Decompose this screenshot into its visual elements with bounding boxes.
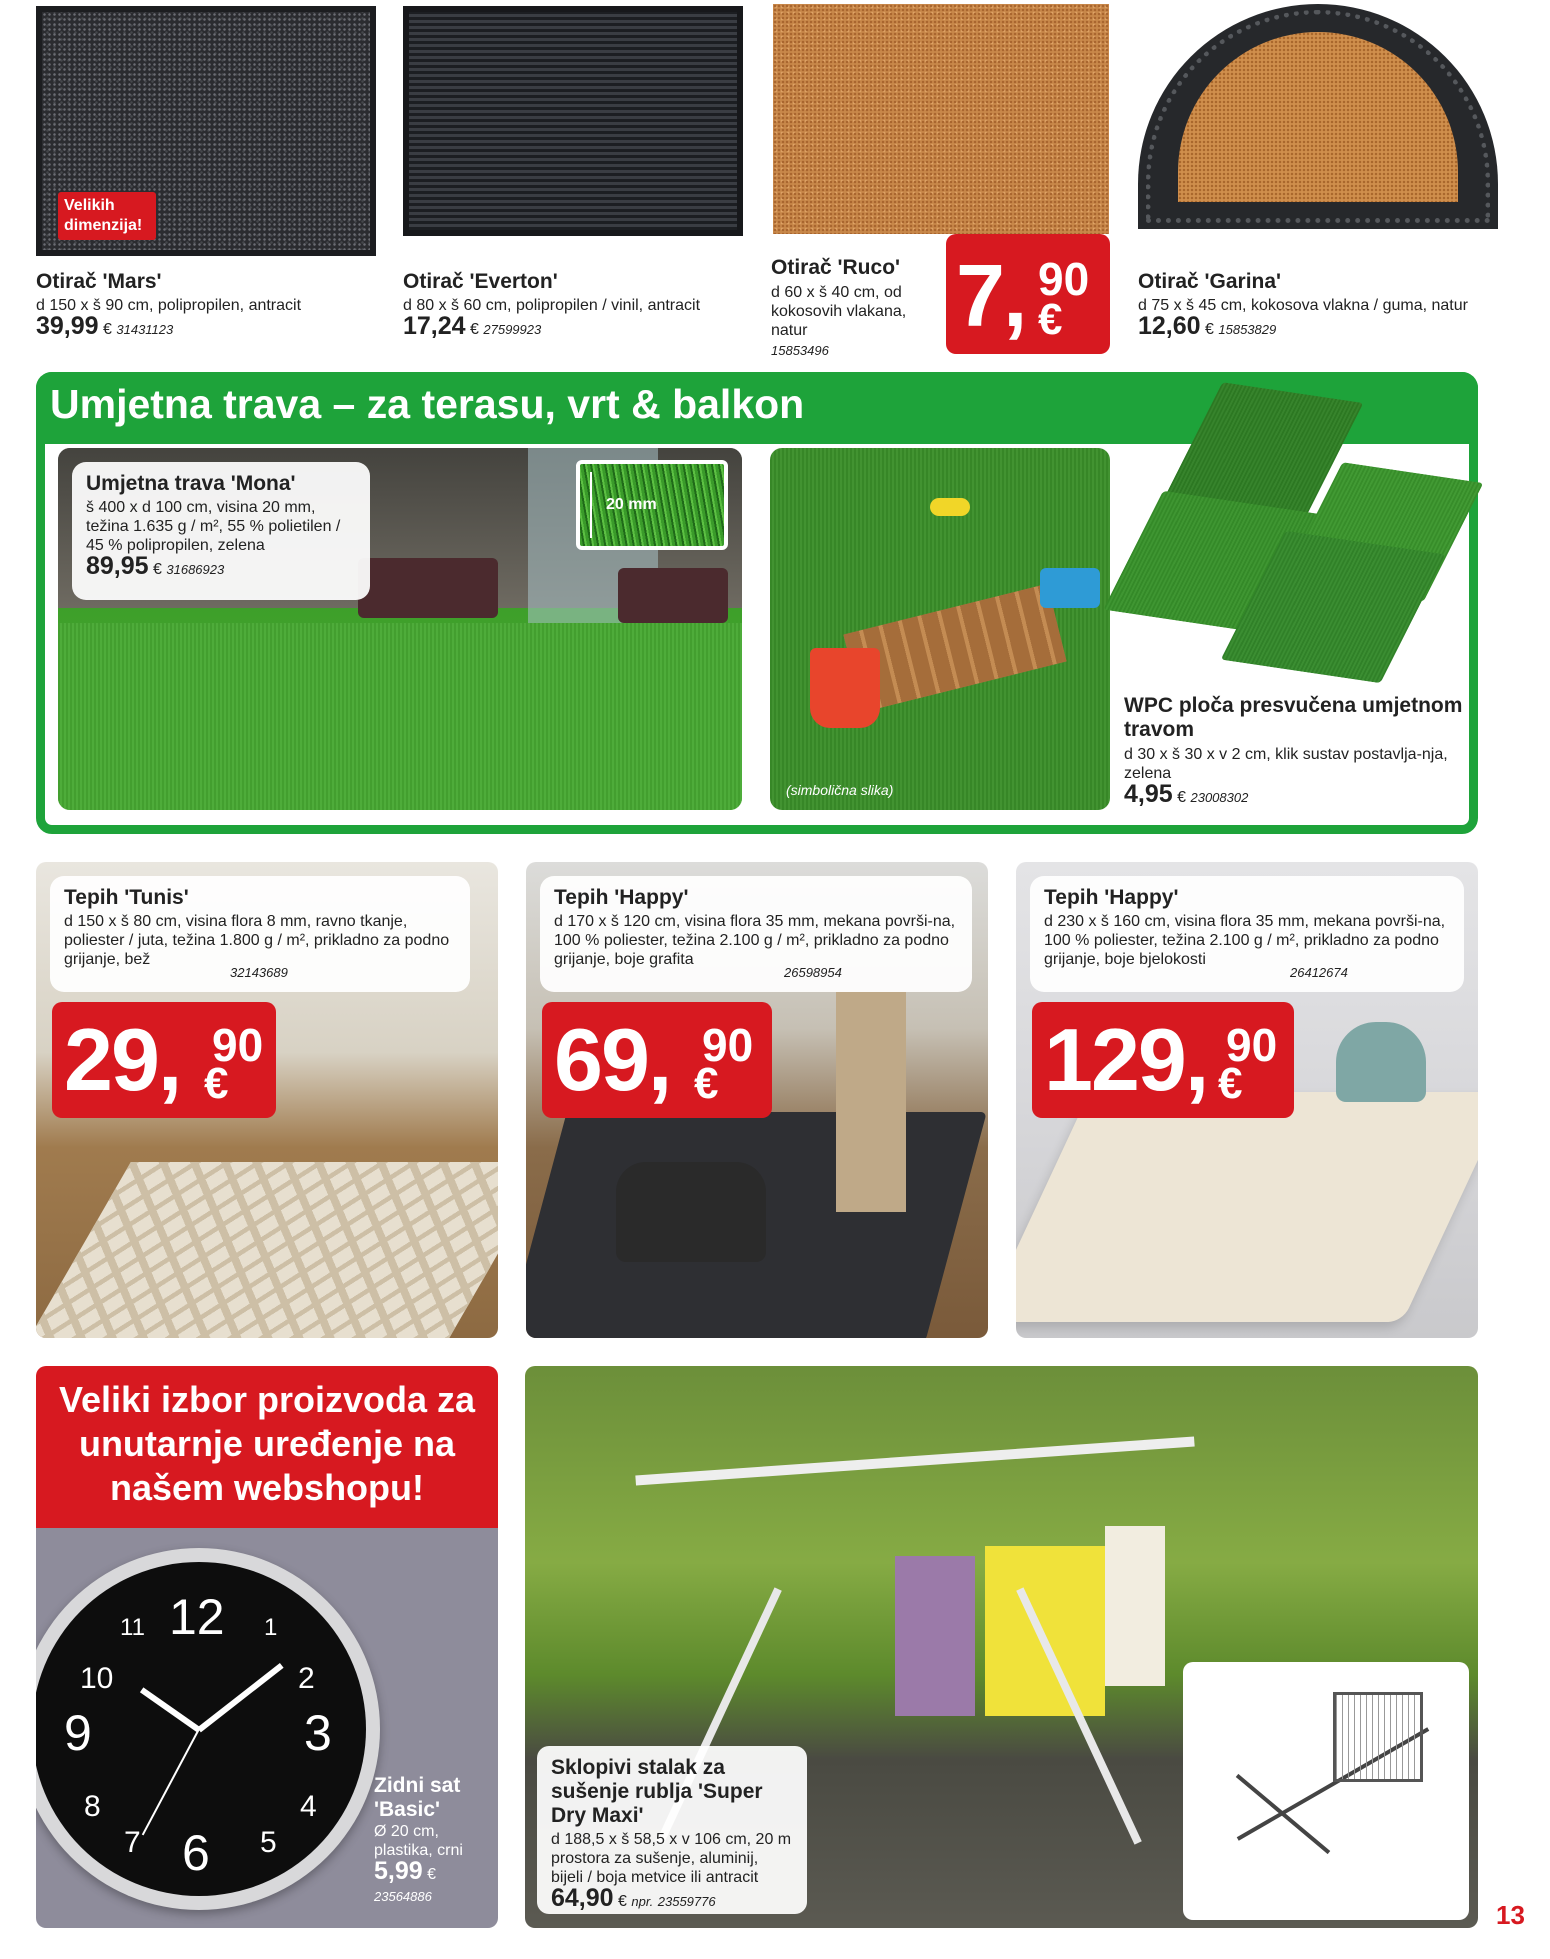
folded-dryer-inset	[1183, 1662, 1469, 1920]
product-code: 23008302	[1190, 790, 1249, 805]
rug-tunis-image	[36, 1162, 498, 1338]
product-desc: d 60 x š 40 cm, od kokosovih vlakana, natur	[771, 284, 907, 339]
wall-clock-image	[36, 1548, 380, 1910]
price: 12,60	[1138, 312, 1201, 340]
product-desc: š 400 x d 100 cm, visina 20 mm, težina 1.635 g / m², 55 % polietilen / 45 % polipropilen, zelena	[86, 499, 341, 554]
price-decimal: 90	[702, 1019, 754, 1071]
product-title: WPC ploča presvučena umjetnom travom	[1124, 694, 1463, 741]
doormat-mars-image	[36, 6, 376, 256]
product-title: Umjetna trava 'Mona'	[86, 472, 296, 495]
product-ruco	[771, 256, 931, 362]
clock-numeral: 4	[300, 1790, 317, 1823]
rug-happy-ivory-info	[1030, 876, 1464, 992]
page-number: 13	[1496, 1900, 1525, 1930]
product-price-line	[551, 1884, 793, 1913]
currency: €	[1177, 789, 1187, 806]
clock-numeral: 11	[120, 1614, 145, 1641]
currency: €	[1205, 321, 1214, 338]
price: 17,24	[403, 312, 466, 340]
clock-numeral: 8	[84, 1790, 101, 1823]
product-desc: d 230 x š 160 cm, visina flora 35 mm, mekana površi-na, 100 % poliester, težina 2.100 g / m², prikladno za podno grijanje, boje bjelokosti	[1044, 913, 1446, 968]
product-desc: Ø 20 cm, plastika, crni	[374, 1823, 463, 1859]
price-decimal: 90	[1226, 1019, 1278, 1071]
price-integer: 29,	[64, 1010, 181, 1109]
code-prefix: npr.	[631, 1894, 654, 1909]
rug-happy-ivory-image	[1016, 1092, 1478, 1322]
clock-numeral: 6	[182, 1825, 210, 1881]
doormat-garina-image	[1138, 4, 1498, 229]
product-code: 26412674	[1290, 965, 1348, 980]
product-title: Tepih 'Happy'	[554, 886, 689, 909]
doormat-everton-image	[403, 6, 743, 236]
wpc-info	[1124, 694, 1464, 809]
price-currency: €	[694, 1059, 719, 1108]
grass-tiles-scene-image	[770, 448, 1110, 810]
product-price-line	[771, 340, 931, 362]
grass-height-inset	[576, 460, 728, 550]
price-decimal: 90	[1038, 253, 1090, 305]
webshop-banner[interactable]: Veliki izbor proizvoda za unutarnje uređenje na našem webshopu!	[36, 1366, 498, 1528]
clock-card	[36, 1528, 498, 1928]
product-price-line	[1138, 312, 1488, 341]
symbolic-image-note: (simbolična slika)	[786, 782, 894, 798]
happy-ivory-price-badge	[1032, 1002, 1294, 1118]
clock-numeral: 3	[304, 1705, 332, 1761]
product-price-line	[403, 312, 743, 341]
happy-graphite-price-badge	[542, 1002, 772, 1118]
price: 4,95	[1124, 780, 1173, 808]
clock-numeral: 12	[169, 1589, 225, 1645]
price: 5,99	[374, 1857, 423, 1885]
product-garina	[1138, 270, 1488, 341]
ruco-price-badge	[946, 234, 1110, 354]
large-size-badge: Velikih dimenzija!	[58, 192, 156, 240]
product-price-line	[1124, 780, 1464, 809]
product-code: 27599923	[483, 322, 542, 337]
price-integer: 129,	[1044, 1010, 1208, 1109]
price-currency: €	[1038, 295, 1063, 344]
currency: €	[427, 1866, 437, 1883]
product-title: Otirač 'Ruco'	[771, 256, 901, 279]
currency: €	[470, 321, 479, 338]
currency: €	[103, 321, 112, 338]
currency: €	[153, 561, 162, 578]
product-everton	[403, 270, 743, 341]
product-desc: d 150 x š 90 cm, polipropilen, antracit	[36, 297, 302, 314]
product-desc: d 30 x š 30 x v 2 cm, klik sustav postavlja-nja, zelena	[1124, 746, 1448, 782]
product-price-line	[36, 312, 376, 341]
product-desc: d 80 x š 60 cm, polipropilen / vinil, antracit	[403, 297, 701, 314]
product-desc: d 75 x š 45 cm, kokosova vlakna / guma, natur	[1138, 297, 1468, 314]
product-code: 23564886	[374, 1889, 432, 1904]
price-integer: 69,	[554, 1010, 671, 1109]
product-code: 23559776	[657, 1894, 716, 1909]
clock-numeral: 1	[264, 1614, 278, 1641]
product-code: 26598954	[784, 965, 842, 980]
dryer-info	[537, 1746, 807, 1914]
price-currency: €	[204, 1059, 229, 1108]
product-title: Tepih 'Tunis'	[64, 886, 189, 909]
price: 39,99	[36, 312, 99, 340]
product-code: 31431123	[116, 322, 174, 337]
product-price-line	[374, 1857, 494, 1886]
price-currency: €	[1218, 1059, 1243, 1108]
product-price-line	[86, 552, 356, 581]
product-desc: d 170 x š 120 cm, visina flora 35 mm, mekana površi-na, 100 % poliester, težina 2.100 g / m², prikladno za podno grijanje, boje grafita	[554, 913, 956, 968]
product-title: Zidni sat 'Basic'	[374, 1774, 461, 1821]
clothes-dryer-card	[525, 1366, 1478, 1928]
price-integer: 7,	[956, 246, 1026, 345]
product-title: Otirač 'Mars'	[36, 270, 162, 293]
wpc-tiles-image	[1118, 392, 1470, 692]
doormat-ruco-image	[773, 4, 1109, 234]
price: 89,95	[86, 552, 149, 580]
product-title: Sklopivi stalak za sušenje rublja 'Super Dry Maxi'	[551, 1756, 763, 1827]
product-title: Otirač 'Garina'	[1138, 270, 1282, 293]
height-arrow-icon	[590, 472, 592, 538]
product-desc: d 150 x š 80 cm, visina flora 8 mm, ravno tkanje, poliester / juta, težina 1.800 g / m², prikladno za podno grijanje, bež	[64, 913, 450, 968]
product-code: 15853829	[1218, 322, 1277, 337]
hour-hand	[140, 1687, 201, 1732]
rug-tunis-info	[50, 876, 470, 992]
product-code: 15853496	[771, 343, 829, 358]
rug-happy-graphite-info	[540, 876, 972, 992]
clock-numeral: 10	[80, 1662, 114, 1695]
clock-numeral: 7	[124, 1826, 141, 1859]
price: 64,90	[551, 1884, 614, 1912]
clock-numeral: 9	[64, 1705, 92, 1761]
product-code: 31686923	[166, 562, 225, 577]
product-title: Otirač 'Everton'	[403, 270, 558, 293]
mona-info	[72, 462, 370, 600]
clock-numeral: 5	[260, 1826, 277, 1859]
product-mars	[36, 270, 376, 341]
clock-numeral: 2	[298, 1662, 315, 1695]
section-heading: Umjetna trava – za terasu, vrt & balkon	[36, 372, 1478, 444]
tunis-price-badge	[52, 1002, 276, 1118]
product-title: Tepih 'Happy'	[1044, 886, 1179, 909]
second-hand	[142, 1729, 200, 1836]
product-desc: d 188,5 x š 58,5 x v 106 cm, 20 m prostora za sušenje, aluminij, bijeli / boja metvice ili antracit	[551, 1831, 792, 1886]
price-decimal: 90	[212, 1019, 264, 1071]
minute-hand	[197, 1663, 283, 1732]
currency: €	[618, 1893, 627, 1910]
clock-info	[374, 1774, 494, 1908]
product-code: 32143689	[230, 965, 288, 980]
height-label: 20 mm	[606, 496, 657, 513]
